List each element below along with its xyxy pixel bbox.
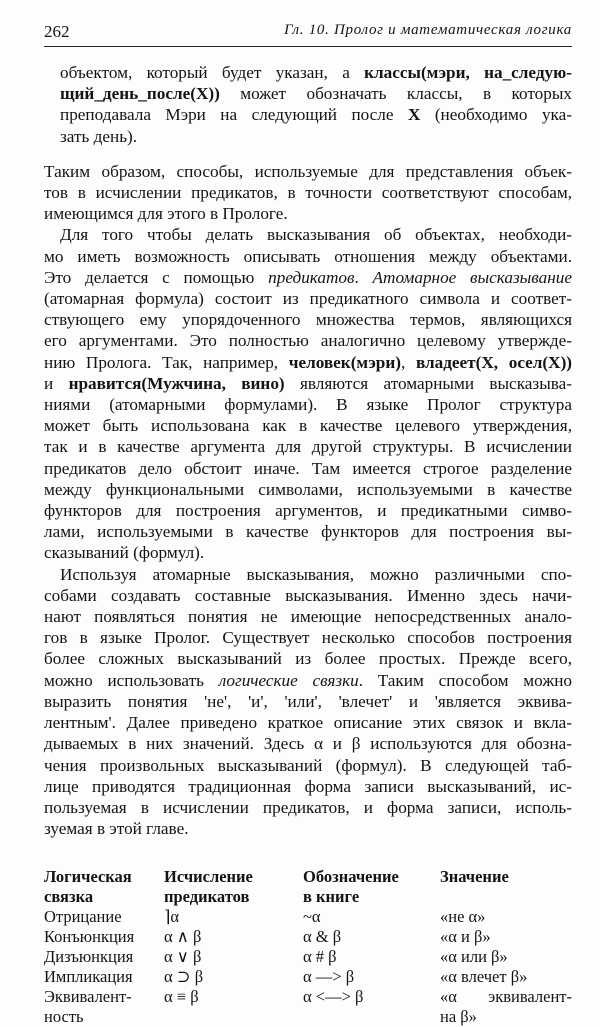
text-line xyxy=(44,246,572,267)
text-run: предикатов дело обстоит иначе. Там имеется строгое разделение xyxy=(44,458,572,478)
calculus-notation: ⌉α xyxy=(164,907,180,927)
text-run: Таким образом, способы, используемые для представления объек- xyxy=(44,161,572,181)
text-run: собами создавать составные высказывания. Именно здесь начи- xyxy=(44,585,572,605)
connective-name: Дизъюнкция xyxy=(44,947,134,967)
book-notation: α <—> β xyxy=(303,987,364,1007)
text-run: гов в языке Пролог. Существует несколько способов построения xyxy=(44,628,572,648)
page-header xyxy=(44,18,572,48)
text-run: мо иметь возможность описывать отношения между объектами. xyxy=(44,246,572,266)
book-notation: ~α xyxy=(303,907,321,927)
text-line xyxy=(44,415,572,436)
header-connective: Логическая связка xyxy=(44,867,132,907)
connectives-table xyxy=(44,867,572,1027)
meaning: «α влечет β» xyxy=(440,967,528,987)
running-title: Гл. 10. Пролог и математическая логика xyxy=(284,22,572,38)
bold-term: X xyxy=(407,105,421,125)
text-run: чения произвольных высказываний (формул). В следующей таб- xyxy=(44,755,572,775)
text-run: , xyxy=(400,352,416,372)
text-line xyxy=(44,712,572,733)
text-line xyxy=(44,330,572,351)
text-run: Это делается с помощью xyxy=(44,267,269,287)
bold-term: нравится(Мужчина, вино) xyxy=(68,373,285,393)
text-run: нию Пролога. Так, например, xyxy=(44,352,289,372)
book-notation: α # β xyxy=(303,947,337,967)
text-line xyxy=(44,776,572,797)
text-line xyxy=(44,479,572,500)
text-run: между функциональными символами, используемыми в качестве xyxy=(44,479,572,499)
text-line xyxy=(44,627,572,648)
bold-term: владеет(X, осел(X)) xyxy=(415,352,573,372)
header-book-notation: Обозначение в книге xyxy=(303,867,399,907)
book-notation xyxy=(303,1007,440,1027)
text-line xyxy=(60,62,572,83)
paragraph-predicates xyxy=(44,224,572,563)
paragraph-summary xyxy=(44,161,572,225)
table-row xyxy=(44,987,572,1007)
calculus-notation: α ⊃ β xyxy=(164,967,204,987)
paragraph-connectives xyxy=(44,564,572,840)
text-run: так и в качестве аргумента для другой структуры. В исчислении xyxy=(44,437,572,457)
text-run: функторов для построения аргументов, и предикатными симво- xyxy=(44,501,572,521)
italic-term: логические связки xyxy=(218,670,359,690)
continued-paragraph xyxy=(44,62,572,147)
text-line xyxy=(44,203,572,224)
text-run: сказываний (формул). xyxy=(44,543,205,563)
text-run: преподавала Мэри на следующий после xyxy=(60,105,408,125)
text-line xyxy=(44,288,572,309)
calculus-notation: α ∧ β xyxy=(164,927,202,947)
calculus-notation: α ≡ β xyxy=(164,987,199,1007)
header-meaning: Значение xyxy=(440,867,509,887)
text-line xyxy=(44,500,572,521)
table-body xyxy=(44,907,572,1027)
table-row xyxy=(44,947,572,967)
header-predicate-calculus: Исчисление предикатов xyxy=(164,867,253,907)
meaning: «α и β» xyxy=(440,927,491,947)
text-line xyxy=(44,436,572,457)
book-notation: α —> β xyxy=(303,967,355,987)
text-run: может быть использована как в качестве целевого утверждения, xyxy=(44,416,572,436)
table-row xyxy=(44,927,572,947)
text-run: пользуемая в исчислении предикатов, и форма записи, исполь- xyxy=(44,797,572,817)
connective-name: Отрицание xyxy=(44,907,122,927)
text-line xyxy=(60,104,572,125)
connective-name: Конъюнкция xyxy=(44,927,135,947)
text-run: можно использовать xyxy=(44,670,219,690)
text-line xyxy=(44,755,572,776)
table-header-row xyxy=(44,867,572,907)
text-run: более сложных высказываний из более простых. Прежде всего, xyxy=(44,649,572,669)
text-run: зуемая в этой главе. xyxy=(44,819,189,839)
book-notation: α & β xyxy=(303,927,342,947)
italic-term: Атомарное высказывание xyxy=(372,267,572,287)
text-line xyxy=(44,564,572,585)
text-run: ниями (атомарными формулами). В языке Пролог структура xyxy=(44,395,572,415)
text-line xyxy=(44,797,572,818)
text-run: и xyxy=(44,373,69,393)
text-line xyxy=(44,733,572,754)
text-line xyxy=(44,606,572,627)
text-run: нают появляться понятия не имеющие непосредственных анало- xyxy=(44,607,572,627)
text-line xyxy=(44,394,572,415)
calculus-notation: α ∨ β xyxy=(164,947,202,967)
text-line xyxy=(60,126,572,147)
text-run: лице приводятся традиционная форма записи высказываний, ис- xyxy=(44,776,572,796)
text-run: лами, используемыми в качестве функторов для построения вы- xyxy=(44,522,572,542)
page-number: 262 xyxy=(44,22,70,41)
text-run: может обозначать классы, в которых xyxy=(219,84,572,104)
text-run: . xyxy=(354,267,373,287)
text-run: дываемых в них значений. Здесь α и β используются для обозна- xyxy=(44,734,572,754)
header-rule xyxy=(44,46,572,47)
connective-name: ность xyxy=(44,1007,84,1027)
text-line xyxy=(60,83,572,104)
text-run: тов в исчислении предикатов, в точности соответствуют способам, xyxy=(44,183,572,203)
table-row xyxy=(44,1007,572,1027)
page-body xyxy=(44,62,572,1027)
meaning: «α эквивалент- xyxy=(440,987,572,1007)
text-run: выразить понятия 'не', 'и', 'или', 'влечет' и 'является эквива- xyxy=(44,691,572,711)
text-run: ствующего ему упорядоченного множества термов, являющихся xyxy=(44,310,572,330)
text-line xyxy=(44,818,572,839)
text-run: . Таким способом можно xyxy=(358,670,572,690)
text-line xyxy=(44,691,572,712)
bold-term: щий_день_после(X)) xyxy=(60,84,220,104)
text-run: Для того чтобы делать высказывания об объектах, необходи- xyxy=(60,225,572,245)
bold-term: человек(мэри) xyxy=(288,352,401,372)
text-run: являются атомарными высказыва- xyxy=(284,373,572,393)
text-run: Используя атомарные высказывания, можно различными спо- xyxy=(60,564,572,584)
text-run: лентным'. Далее приведено краткое описание этих связок и вкла- xyxy=(44,713,572,733)
text-line xyxy=(44,373,572,394)
connective-name: Импликация xyxy=(44,967,133,987)
text-line xyxy=(44,542,572,563)
text-run: объектом, который будет указан, а xyxy=(60,63,365,82)
text-line xyxy=(44,521,572,542)
meaning: «α или β» xyxy=(440,947,508,967)
italic-term: предикатов xyxy=(268,267,355,287)
text-line xyxy=(44,224,572,245)
connective-name: Эквивалент- xyxy=(44,987,132,1007)
text-run: (атомарная формула) состоит из предикатного символа и соответ- xyxy=(44,289,572,309)
bold-term: классы(мэри, на_следую- xyxy=(364,63,572,82)
text-run: (необходимо ука- xyxy=(420,105,572,125)
text-run: его аргументами. Это полностью аналогично целевому утвержде- xyxy=(44,331,572,351)
text-line xyxy=(44,352,572,373)
text-run: зать день). xyxy=(60,126,138,146)
meaning: на β» xyxy=(440,1007,477,1027)
meaning: «не α» xyxy=(440,907,486,927)
text-line xyxy=(44,309,572,330)
text-line xyxy=(44,670,572,691)
table-row xyxy=(44,967,572,987)
text-line xyxy=(44,458,572,479)
calculus-notation xyxy=(164,1007,303,1027)
text-line xyxy=(44,182,572,203)
text-line xyxy=(44,648,572,669)
text-run: имеющимся для этого в Прологе. xyxy=(44,204,288,224)
text-line xyxy=(44,585,572,606)
table-row xyxy=(44,907,572,927)
text-line xyxy=(44,161,572,182)
text-line xyxy=(44,267,572,288)
